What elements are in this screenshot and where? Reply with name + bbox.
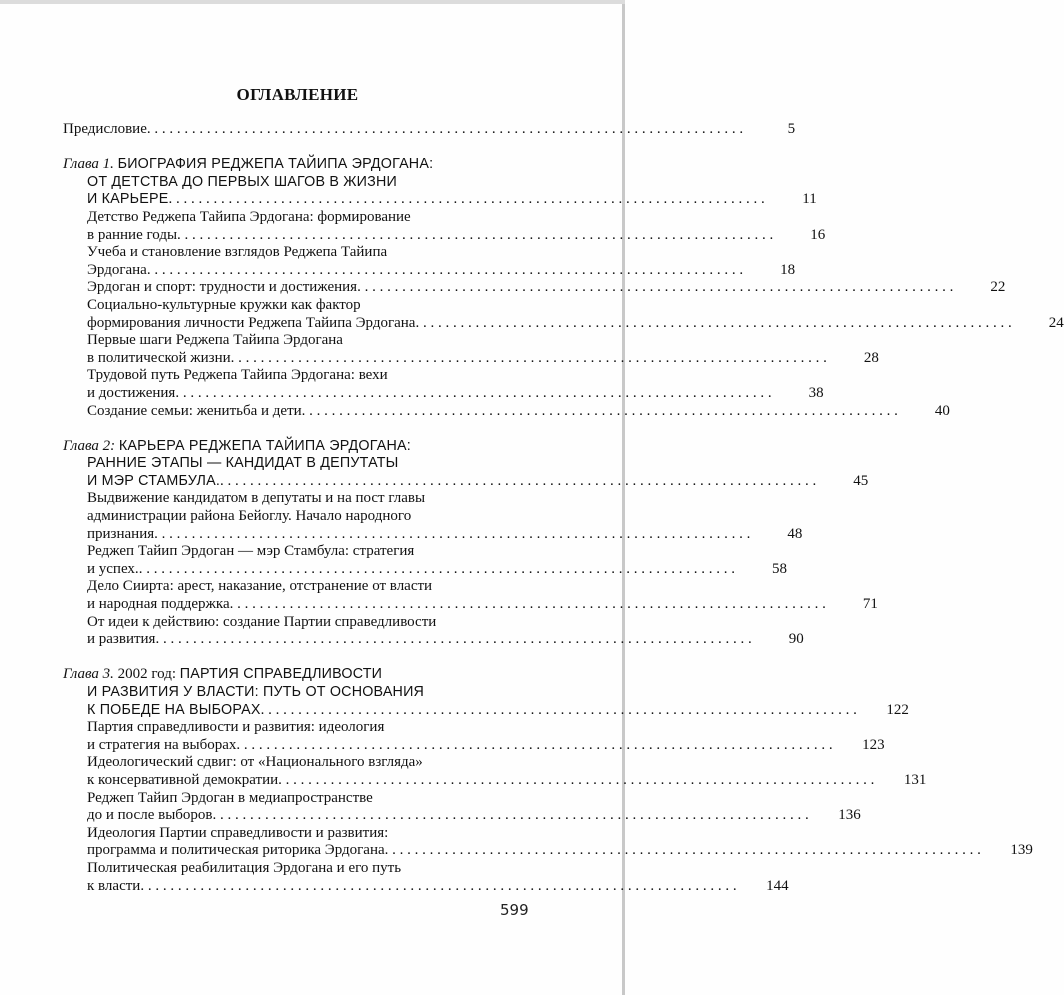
leader-dots: . . . . . . . . . . . . . . . . . . . . . . . . . . . . . . . . . . . . . . . . . . . . . . . . . . . . . . . . . . . . . . . . . . . . . . . . . . . . . . . . bbox=[212, 807, 809, 824]
toc-page-number: 24 bbox=[1048, 314, 1064, 331]
toc-chapter-heading[interactable] bbox=[63, 666, 909, 719]
leader-dots: . . . . . . . . . . . . . . . . . . . . . . . . . . . . . . . . . . . . . . . . . . . . . . . . . . . . . . . . . . . . . . . . . . . . . . . . . . . . . . . . bbox=[278, 771, 875, 788]
toc-entry-text: Реджеп Тайип Эрдоган — мэр Стамбула: стратегия bbox=[87, 543, 415, 560]
toc-section-entry[interactable] bbox=[63, 244, 796, 279]
toc-entry-text: признания bbox=[87, 525, 155, 542]
toc-page-number: 131 bbox=[903, 771, 927, 788]
toc-section-entry[interactable] bbox=[63, 367, 824, 402]
toc-page-number: 123 bbox=[862, 736, 885, 753]
toc-section-entry[interactable] bbox=[63, 578, 878, 613]
toc-entry-text: Партия справедливости и развития: идеология bbox=[87, 719, 385, 736]
toc-page-number: 144 bbox=[766, 877, 789, 894]
toc-page-number: 71 bbox=[862, 596, 878, 613]
chapter-spacer bbox=[63, 649, 531, 667]
toc-page-number: 18 bbox=[780, 261, 796, 278]
toc-entry-text: администрации района Бейоглу. Начало народного bbox=[87, 508, 412, 525]
chapter-title-line: И КАРЬЕРЕ bbox=[87, 191, 169, 208]
chapter-title-line: КАРЬЕРА РЕДЖЕПА ТАЙИПА ЭРДОГАНА: bbox=[118, 437, 411, 454]
toc-entry-text: Выдвижение кандидатом в депутаты и на пост главы bbox=[87, 490, 426, 507]
toc-section-entry[interactable] bbox=[63, 543, 787, 578]
chapter-title-line: И МЭР СТАМБУЛА. bbox=[87, 472, 221, 489]
toc-section-entry[interactable] bbox=[63, 279, 1006, 297]
toc-page-number: 58 bbox=[771, 560, 787, 577]
table-of-contents bbox=[63, 121, 1064, 895]
toc-entry-text: Предисловие bbox=[63, 121, 147, 137]
leader-dots: . . . . . . . . . . . . . . . . . . . . . . . . . . . . . . . . . . . . . . . . . . . . . . . . . . . . . . . . . . . . . . . . . . . . . . . . . . . . . . . . bbox=[138, 560, 735, 577]
leader-dots: . . . . . . . . . . . . . . . . . . . . . . . . . . . . . . . . . . . . . . . . . . . . . . . . . . . . . . . . . . . . . . . . . . . . . . . . . . . . . . . . bbox=[168, 191, 765, 208]
leader-dots: . . . . . . . . . . . . . . . . . . . . . . . . . . . . . . . . . . . . . . . . . . . . . . . . . . . . . . . . . . . . . . . . . . . . . . . . . . . . . . . . bbox=[146, 261, 744, 278]
toc-section-entry[interactable] bbox=[63, 789, 861, 825]
toc-entry-text: формирования личности Реджепа Тайипа Эрдогана bbox=[87, 314, 416, 331]
toc-entry-text: Создание семьи: женитьба и дети bbox=[87, 402, 302, 419]
chapter-title-line: РАННИЕ ЭТАПЫ — КАНДИДАТ В ДЕПУТАТЫ bbox=[87, 455, 399, 472]
toc-page-number: 11 bbox=[802, 191, 817, 208]
leader-dots: . . . . . . . . . . . . . . . . . . . . . . . . . . . . . . . . . . . . . . . . . . . . . . . . . . . . . . . . . . . . . . . . . . . . . . . . . . . . . . . . bbox=[230, 349, 827, 366]
toc-page-number: 48 bbox=[787, 525, 803, 542]
toc-section-entry[interactable] bbox=[63, 859, 789, 895]
leader-dots: . . . . . . . . . . . . . . . . . . . . . . . . . . . . . . . . . . . . . . . . . . . . . . . . . . . . . . . . . . . . . . . . . . . . . . . . . . . . . . . . bbox=[140, 877, 737, 894]
toc-entry-text: и стратегия на выборах bbox=[87, 736, 237, 753]
leader-dots: . . . . . . . . . . . . . . . . . . . . . . . . . . . . . . . . . . . . . . . . . . . . . . . . . . . . . . . . . . . . . . . . . . . . . . . . . . . . . . . . bbox=[154, 525, 751, 542]
chapter-spacer bbox=[63, 139, 531, 157]
toc-entry-text: к консервативной демократии bbox=[87, 771, 279, 788]
toc-entry-text: Социально-культурные кружки как фактор bbox=[87, 296, 361, 313]
chapter-label: Глава 2: bbox=[63, 437, 116, 454]
toc-entry-text: От идеи к действию: создание Партии справедливости bbox=[87, 613, 437, 630]
leader-dots: . . . . . . . . . . . . . . . . . . . . . . . . . . . . . . . . . . . . . . . . . . . . . . . . . . . . . . . . . . . . . . . . . . . . . . . . . . . . . . . . bbox=[177, 226, 774, 243]
toc-entry-text: Эрдоган и спорт: трудности и достижения bbox=[87, 279, 358, 296]
toc-entry-text: Реджеп Тайип Эрдоган в медиапространстве bbox=[87, 789, 373, 806]
toc-entry-text: Трудовой путь Реджепа Тайипа Эрдогана: вехи bbox=[87, 367, 388, 384]
toc-page-number: 139 bbox=[1010, 842, 1033, 859]
chapter-title-line: И РАЗВИТИЯ У ВЛАСТИ: ПУТЬ ОТ ОСНОВАНИЯ bbox=[87, 684, 425, 700]
chapter-title-line: БИОГРАФИЯ РЕДЖЕПА ТАЙИПА ЭРДОГАНА: bbox=[117, 156, 434, 173]
toc-entry-text: до и после выборов bbox=[87, 807, 213, 824]
toc-entry-text: Эрдогана bbox=[87, 261, 147, 278]
page-title: ОГЛАВЛЕНИЕ bbox=[236, 85, 359, 104]
toc-page-number: 28 bbox=[863, 349, 879, 366]
toc-entry-text: и успех. bbox=[87, 560, 139, 577]
leader-dots: . . . . . . . . . . . . . . . . . . . . . . . . . . . . . . . . . . . . . . . . . . . . . . . . . . . . . . . . . . . . . . . . . . . . . . . . . . . . . . . . bbox=[301, 402, 898, 419]
toc-page-number: 122 bbox=[886, 701, 909, 718]
chapter-label: Глава 1. bbox=[63, 156, 114, 173]
leader-dots: . . . . . . . . . . . . . . . . . . . . . . . . . . . . . . . . . . . . . . . . . . . . . . . . . . . . . . . . . . . . . . . . . . . . . . . . . . . . . . . . bbox=[220, 472, 817, 489]
toc-page-number: 90 bbox=[788, 631, 804, 648]
toc-section-entry[interactable] bbox=[63, 754, 927, 789]
toc-section-entry[interactable] bbox=[63, 208, 826, 244]
toc-page-number: 16 bbox=[810, 226, 826, 243]
leader-dots: . . . . . . . . . . . . . . . . . . . . . . . . . . . . . . . . . . . . . . . . . . . . . . . . . . . . . . . . . . . . . . . . . . . . . . . . . . . . . . . . bbox=[357, 279, 954, 296]
toc-page-number: 38 bbox=[808, 384, 824, 401]
chapter-title-line: К ПОБЕДЕ НА ВЫБОРАХ bbox=[87, 701, 261, 718]
toc-entry-text: Идеологический сдвиг: от «Национального взгляда» bbox=[87, 754, 423, 771]
toc-entry-text: Учеба и становление взглядов Реджепа Тайипа bbox=[87, 244, 388, 261]
leader-dots: . . . . . . . . . . . . . . . . . . . . . . . . . . . . . . . . . . . . . . . . . . . . . . . . . . . . . . . . . . . . . . . . . . . . . . . . . . . . . . . . bbox=[155, 631, 752, 648]
toc-chapter-heading[interactable] bbox=[63, 156, 817, 209]
toc-entry-text: программа и политическая риторика Эрдогана bbox=[87, 842, 385, 859]
toc-page-number: 45 bbox=[853, 472, 869, 489]
toc-entry-text: и народная поддержка bbox=[87, 596, 230, 613]
toc-page-number: 40 bbox=[934, 402, 950, 419]
toc-section-entry[interactable] bbox=[63, 490, 803, 543]
toc-section-entry[interactable] bbox=[63, 296, 1064, 332]
toc-section-entry[interactable] bbox=[63, 332, 879, 367]
leader-dots: . . . . . . . . . . . . . . . . . . . . . . . . . . . . . . . . . . . . . . . . . . . . . . . . . . . . . . . . . . . . . . . . . . . . . . . . . . . . . . . . bbox=[415, 314, 1012, 331]
toc-section-entry[interactable] bbox=[63, 402, 950, 421]
page-number: 599 bbox=[500, 901, 529, 919]
toc-page-number: 5 bbox=[787, 121, 796, 137]
leader-dots: . . . . . . . . . . . . . . . . . . . . . . . . . . . . . . . . . . . . . . . . . . . . . . . . . . . . . . . . . . . . . . . . . . . . . . . . . . . . . . . . bbox=[229, 596, 826, 613]
chapter-title-line: ПАРТИЯ СПРАВЕДЛИВОСТИ bbox=[179, 666, 383, 683]
toc-section-entry[interactable] bbox=[63, 613, 804, 649]
toc-entry-text: Политическая реабилитация Эрдогана и его путь bbox=[87, 859, 402, 876]
chapter-year: 2002 год: bbox=[117, 666, 177, 683]
chapter-title-line: ОТ ДЕТСТВА ДО ПЕРВЫХ ШАГОВ В ЖИЗНИ bbox=[87, 173, 397, 190]
toc-entry-preface[interactable] bbox=[63, 121, 796, 139]
leader-dots: . . . . . . . . . . . . . . . . . . . . . . . . . . . . . . . . . . . . . . . . . . . . . . . . . . . . . . . . . . . . . . . . . . . . . . . . . . . . . . . . bbox=[260, 701, 857, 718]
toc-entry-text: Дело Сиирта: арест, наказание, отстранение от власти bbox=[87, 578, 433, 595]
toc-page-number: 22 bbox=[990, 279, 1006, 296]
toc-entry-text: и достижения bbox=[87, 384, 176, 401]
toc-chapter-heading[interactable] bbox=[63, 437, 869, 491]
toc-entry-text: Идеология Партии справедливости и развития: bbox=[87, 824, 389, 841]
leader-dots: . . . . . . . . . . . . . . . . . . . . . . . . . . . . . . . . . . . . . . . . . . . . . . . . . . . . . . . . . . . . . . . . . . . . . . . . . . . . . . . . bbox=[175, 384, 772, 401]
toc-entry-text: к власти bbox=[87, 877, 141, 894]
toc-entry-text: Детство Реджепа Тайипа Эрдогана: формирование bbox=[87, 208, 411, 225]
leader-dots: . . . . . . . . . . . . . . . . . . . . . . . . . . . . . . . . . . . . . . . . . . . . . . . . . . . . . . . . . . . . . . . . . . . . . . . . . . . . . . . . bbox=[384, 842, 981, 859]
toc-entry-text: и развития bbox=[87, 631, 156, 648]
chapter-spacer bbox=[63, 420, 531, 438]
toc-section-entry[interactable] bbox=[63, 719, 885, 754]
toc-section-entry[interactable] bbox=[63, 824, 1033, 860]
chapter-label: Глава 3. bbox=[63, 666, 114, 683]
toc-entry-text: Первые шаги Реджепа Тайипа Эрдогана bbox=[87, 332, 343, 349]
leader-dots: . . . . . . . . . . . . . . . . . . . . . . . . . . . . . . . . . . . . . . . . . . . . . . . . . . . . . . . . . . . . . . . . . . . . . . . . . . . . . . . . bbox=[236, 736, 833, 753]
toc-entry-text: в ранние годы bbox=[87, 226, 178, 243]
toc-entry-text: в политической жизни bbox=[87, 349, 231, 366]
toc-page-number: 136 bbox=[838, 807, 861, 824]
leader-dots: . . . . . . . . . . . . . . . . . . . . . . . . . . . . . . . . . . . . . . . . . . . . . . . . . . . . . . . . . . . . . . . . . . . . . . . . . . . . . . . . bbox=[146, 121, 744, 137]
